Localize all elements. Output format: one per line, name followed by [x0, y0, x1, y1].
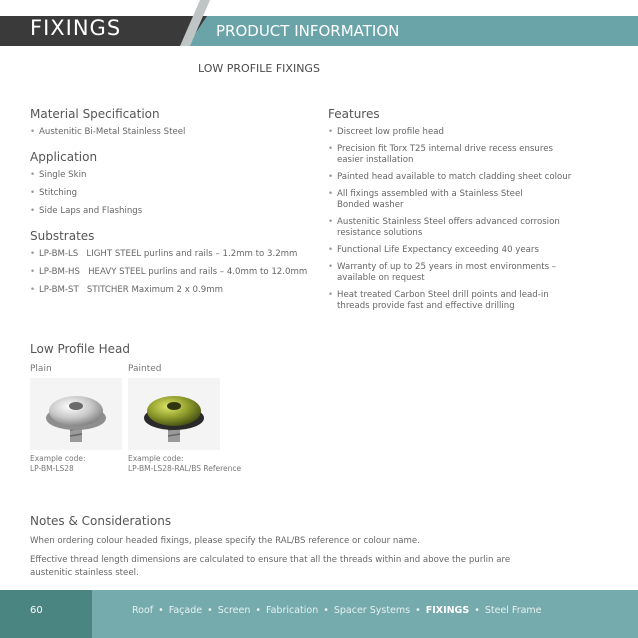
notes-heading: Notes & Considerations [30, 514, 172, 528]
footer-page-block [0, 590, 92, 638]
nav-separator: • [323, 605, 329, 616]
list-item: • Precision fit Torx T25 internal drive recess ensures easier installation [328, 144, 562, 166]
painted-caption [128, 454, 241, 474]
painted-caption-line1: Example code: [128, 454, 184, 463]
plain-screw-icon [30, 378, 122, 450]
head-heading: Low Profile Head [30, 342, 130, 356]
painted-screw-image [128, 378, 220, 450]
list-item: • Painted head available to match cladding sheet colour [328, 172, 578, 183]
material-heading: Material Specification [30, 107, 160, 121]
application-list [30, 170, 310, 217]
list-item: • Warranty of up to 25 years in most environments – available on request [328, 262, 572, 284]
nav-separator: • [474, 605, 480, 616]
list-item: • LP-BM-HS HEAVY STEEL purlins and rails – 4.0mm to 12.0mm [30, 267, 310, 278]
page-footer [0, 590, 638, 638]
footer-nav-item[interactable]: Fabrication [266, 605, 319, 616]
list-item: • LP-BM-LS LIGHT STEEL purlins and rails – 1.2mm to 3.2mm [30, 249, 310, 260]
footer-nav-item[interactable]: Façade [168, 605, 203, 616]
footer-nav-item[interactable]: Screen [217, 605, 251, 616]
brand-title: FIXINGS [30, 16, 122, 40]
right-column [328, 107, 578, 312]
list-item: • LP-BM-ST STITCHER Maximum 2 x 0.9mm [30, 285, 310, 296]
plain-screw-image [30, 378, 122, 450]
features-list [328, 127, 578, 312]
notes-paragraph-1: When ordering colour headed fixings, please specify the RAL/BS reference or colour name. [30, 536, 420, 546]
list-item: • Austenitic Stainless Steel offers advanced corrosion resistance solutions [328, 217, 567, 239]
footer-nav-item[interactable]: Roof [132, 605, 154, 616]
plain-caption-line2: LP-BM-LS28 [30, 464, 74, 473]
page-number: 60 [30, 605, 43, 616]
nav-separator: • [415, 605, 421, 616]
section-title: PRODUCT INFORMATION [216, 22, 400, 40]
list-item: • Single Skin [30, 170, 310, 181]
notes-section [30, 514, 570, 580]
footer-nav [132, 605, 542, 616]
footer-nav-item[interactable]: Spacer Systems [333, 605, 411, 616]
list-item: • Discreet low profile head [328, 127, 578, 138]
plain-caption-line1: Example code: [30, 454, 86, 463]
notes-paragraph-2: Effective thread length dimensions are calculated to ensure that all the threads within and above the purlin are austenitic stainless steel. [30, 555, 511, 578]
list-item: • Functional Life Expectancy exceeding 40 years [328, 245, 578, 256]
painted-label: Painted [128, 364, 162, 374]
list-item: • Stitching [30, 188, 310, 199]
substrates-list [30, 249, 310, 296]
page-header [0, 0, 638, 46]
material-list [30, 127, 310, 138]
nav-separator: • [207, 605, 213, 616]
painted-screw-icon [128, 378, 220, 450]
application-heading: Application [30, 150, 98, 164]
left-column [30, 107, 310, 296]
list-item: • Heat treated Carbon Steel drill points and lead-in threads provide fast and effective drilling [328, 290, 562, 312]
list-item: • Side Laps and Flashings [30, 206, 310, 217]
list-item: • All fixings assembled with a Stainless Steel Bonded washer [328, 189, 537, 211]
painted-caption-line2: LP-BM-LS28-RAL/BS Reference [128, 464, 242, 473]
plain-caption [30, 454, 86, 474]
nav-separator: • [255, 605, 261, 616]
list-item: • Austenitic Bi-Metal Stainless Steel [30, 127, 310, 138]
features-heading: Features [328, 107, 380, 121]
substrates-heading: Substrates [30, 229, 95, 243]
page-subtitle: LOW PROFILE FIXINGS [198, 62, 320, 75]
footer-nav-item[interactable]: Steel Frame [484, 605, 542, 616]
footer-nav-item-active[interactable]: FIXINGS [425, 605, 470, 616]
nav-separator: • [158, 605, 164, 616]
plain-label: Plain [30, 364, 52, 374]
